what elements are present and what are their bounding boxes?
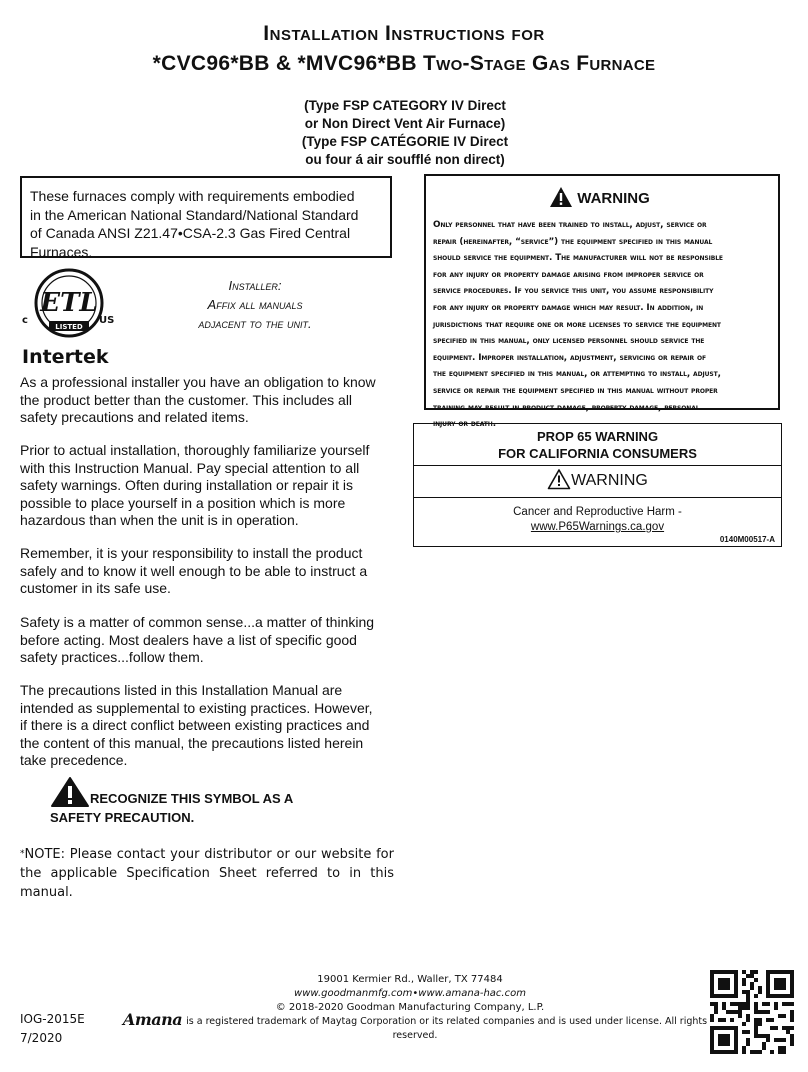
footer-address: 19001 Kermier Rd., Waller, TX 77484 [317,974,503,985]
amana-brand-logo: Amana [122,1010,183,1029]
body-line: safety warnings. Often during installation or repair it is [20,477,354,493]
body-line: possible to place yourself in a position which is more [20,494,346,511]
body-paragraph [20,545,395,598]
trademark-text: is a registered trademark of Maytag Corporation or its related companies and is used under license. All rights reserved. [186,1016,708,1041]
document-title-line2: *CVC96*BB & *MVC96*BB Two-Stage Gas Furnace [152,52,656,75]
body-line: safety precautions and related items. [20,409,249,425]
subtitle-line: or Non Direct Vent Air Furnace) [304,116,506,131]
compliance-line: in the American National Standard/National Standard [30,206,359,223]
body-line: Safety is a matter of common sense...a matter of thinking [20,614,375,630]
etl-listed-intertek-logo [18,265,128,367]
body-line: with this Instruction Manual. Pay special attention to all [20,459,360,476]
warning-line: service or repair the equipment specified in this manual without proper [433,385,718,396]
footer-websites[interactable]: www.goodmanmfg.com•www.amana-hac.com [294,988,526,999]
warning-line: service procedures. If you service this unit, you assume responsibility [433,286,714,297]
installer-note [160,276,350,333]
listed-text: LISTED [55,323,83,331]
prop65-code: 0140M00517-A [719,535,775,544]
warning-line: injury or death. [433,419,496,430]
warning-triangle-outline-icon [547,468,571,490]
document-id-block [20,1010,85,1048]
qr-code-image [710,970,794,1054]
etl-us-mark: US [99,315,115,326]
prop65-heading [414,424,781,466]
prop65-warning-box [413,423,782,547]
body-paragraph [20,682,395,770]
body-line: take precedence. [20,752,128,768]
body-line: the product better than the customer. This includes all [20,391,353,408]
footer-copyright: © 2018-2020 Goodman Manufacturing Company, L.P. [275,1002,545,1013]
body-paragraph [20,442,395,530]
compliance-line: These furnaces comply with requirements embodied [30,188,355,204]
safety-symbol-text: RECOGNIZE THIS SYMBOL AS A [90,791,294,806]
subtitle-line: (Type FSP CATEGORY IV Direct [304,98,506,113]
body-line: before acting. Most dealers have a list of specific good [20,631,357,648]
body-line: As a professional installer you have an obligation to know [20,374,376,390]
warning-body [433,217,766,433]
body-line: hazardous than when the unit is in operation. [20,512,299,528]
body-line: the content of this manual, the precautions listed herein [20,734,364,751]
document-date: 7/2020 [20,1031,63,1045]
prop65-harm-text: Cancer and Reproductive Harm - [513,506,682,518]
warning-line: specified in this manual, only licensed personnel should service the [433,336,705,347]
installer-note-line: Installer: [228,278,282,293]
furnace-type-subtitle [260,97,550,169]
body-line: intended as supplemental to existing practices. However, [20,699,373,716]
compliance-box [20,176,392,258]
prop65-body [414,498,781,535]
installer-note-line: Affix all manuals [207,297,303,312]
safety-symbol-line2: SAFETY PRECAUTION. [50,810,195,825]
body-line: safety practices...follow them. [20,649,204,665]
prop65-website-link[interactable]: www.P65Warnings.ca.gov [530,521,665,533]
body-paragraph [20,614,395,667]
prop65-warning-label [414,466,781,498]
warning-triangle-icon [50,776,90,808]
compliance-line: of Canada ANSI Z21.47•CSA-2.3 Gas Fired Central [30,225,351,241]
safety-symbol-note [50,776,390,827]
warning-line: for any injury or property damage arising from improper service or [433,269,704,280]
compliance-line: Furnaces. [30,243,93,260]
body-line: if there is a direct conflict between existing practices and [20,717,370,733]
note-text: NOTE: Please contact your distributor or our website for the applicable Specification Sheet referred to in this manual. [20,847,394,900]
footer-company-info [260,973,560,1015]
body-line: safely and to know it well enough to be able to instruct a [20,562,368,579]
installer-note-line: adjacent to the unit. [198,316,312,331]
specification-note [20,845,394,902]
warning-line: Only personnel that have been trained to install, adjust, service or [433,220,707,230]
warning-heading-text: WARNING [577,190,650,207]
subtitle-line: ou four á air soufflé non direct) [305,152,505,167]
document-title-line1: Installation Instructions for [263,22,545,45]
warning-line: jurisdictions that require one or more licenses to service the equipment [433,319,721,330]
warning-line: repair (hereinafter, “service”) the equipment specified in this manual [433,236,713,247]
body-paragraph [20,374,395,427]
body-line: customer in its safe use. [20,580,171,596]
safety-symbol-line1 [50,776,390,808]
prop65-warning-text: WARNING [571,472,648,489]
body-line: Prior to actual installation, thoroughly familiarize yourself [20,442,370,458]
warning-triangle-icon [549,186,573,208]
etl-mark-text: ETL [40,288,98,318]
warning-line: the equipment specified in this manual, or attempting to install, adjust, [433,369,721,380]
note-asterisk: * [20,849,25,859]
body-line: Remember, it is your responsibility to install the product [20,545,363,561]
warning-line: equipment. Improper installation, adjustment, servicing or repair of [433,352,706,363]
warning-line: should service the equipment. The manufacturer will not be responsible [433,253,723,264]
personnel-warning-box [424,174,780,430]
prop65-heading-line2: FOR CALIFORNIA CONSUMERS [498,446,697,461]
prop65-heading-line1: PROP 65 WARNING [536,429,659,444]
document-id: IOG-2015E [20,1012,85,1026]
intertek-wordmark: Intertek [22,346,109,367]
warning-heading [433,186,766,211]
etl-c-mark: c [22,315,28,326]
trademark-notice [120,1010,710,1043]
subtitle-line: (Type FSP CATÉGORIE IV Direct [301,134,509,149]
body-line: The precautions listed in this Installation Manual are [20,682,343,698]
warning-line: training may result in product damage, property damage, personal [433,402,700,413]
warning-line: for any injury or property damage which may result. In addition, in [433,302,704,313]
